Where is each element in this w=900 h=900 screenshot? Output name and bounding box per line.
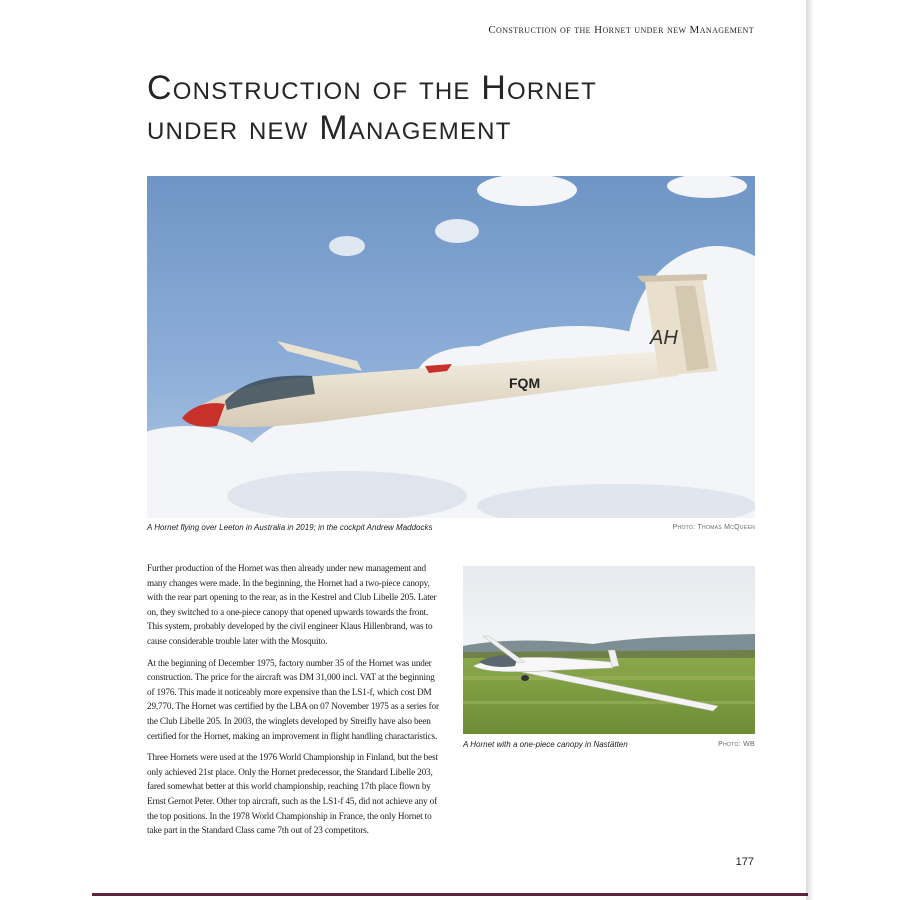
page-edge-shadow	[806, 0, 814, 900]
paragraph: Further production of the Hornet was then already under new management and many changes were made. In the beginning, the Hornet had a two-piece canopy, with the rear part opening to the rear, as in the Kestrel and Club Libelle 205. Later on, they switched to a one-piece canopy that opened upwards towards the front. This system, probably developed by the civil engineer Klaus Hillenbrand, was to cause considerable trouble later with the Mosquito.	[147, 563, 437, 646]
ground-photo-caption: A Hornet with a one-piece canopy in Nastätten	[463, 740, 628, 749]
ground-photo-illustration	[463, 566, 755, 734]
paragraph: Three Hornets were used at the 1976 World Championship in Finland, but the best only achieved 21st place. Only the Hornet predecessor, the Standard Libelle 203, fared somewhat better at this world championship, reaching 17th place flown by Ernst Gernot Peter. Other top aircraft, such as the LS1-f 45, did not achieve any of the top positions. In the 1978 World Championship in France, the only Hornet to take part in the Standard Class came 7th out of 23 competitors.	[147, 752, 438, 836]
page-number: 177	[735, 856, 754, 868]
hero-photo-illustration	[147, 176, 755, 518]
paragraph: At the beginning of December 1975, factory number 35 of the Hornet was under construction. The price for the aircraft was DM 31,000 incl. VAT at the beginning of 1976. This made it noticeably more expensive than the LS1-f, which cost DM 29,770. The Hornet was certified by the LBA on 07 November 1975 as a series for the Club Libelle 205. In 2003, the winglets developed by Streifly have also been certified for the Hornet, making an improvement in flight handling charactaristics.	[147, 657, 439, 741]
title-line-2: under new Management	[147, 109, 512, 147]
hero-credit: Photo: Thomas McQueen	[672, 524, 755, 531]
glider-registration: FQM	[509, 375, 541, 391]
running-head: Construction of the Hornet under new Management	[488, 24, 754, 36]
tail-mark: AH	[650, 327, 678, 349]
hero-caption: A Hornet flying over Leeton in Australia in 2019; in the cockpit Andrew Maddocks	[147, 523, 433, 532]
body-text	[147, 561, 439, 845]
title-line-1: Construction of the Hornet	[147, 69, 597, 107]
ground-photo-credit: Photo: WB	[718, 741, 755, 748]
hero-photo	[147, 176, 755, 518]
chapter-title	[147, 68, 767, 148]
bottom-rule	[92, 893, 808, 896]
ground-photo	[463, 566, 755, 734]
